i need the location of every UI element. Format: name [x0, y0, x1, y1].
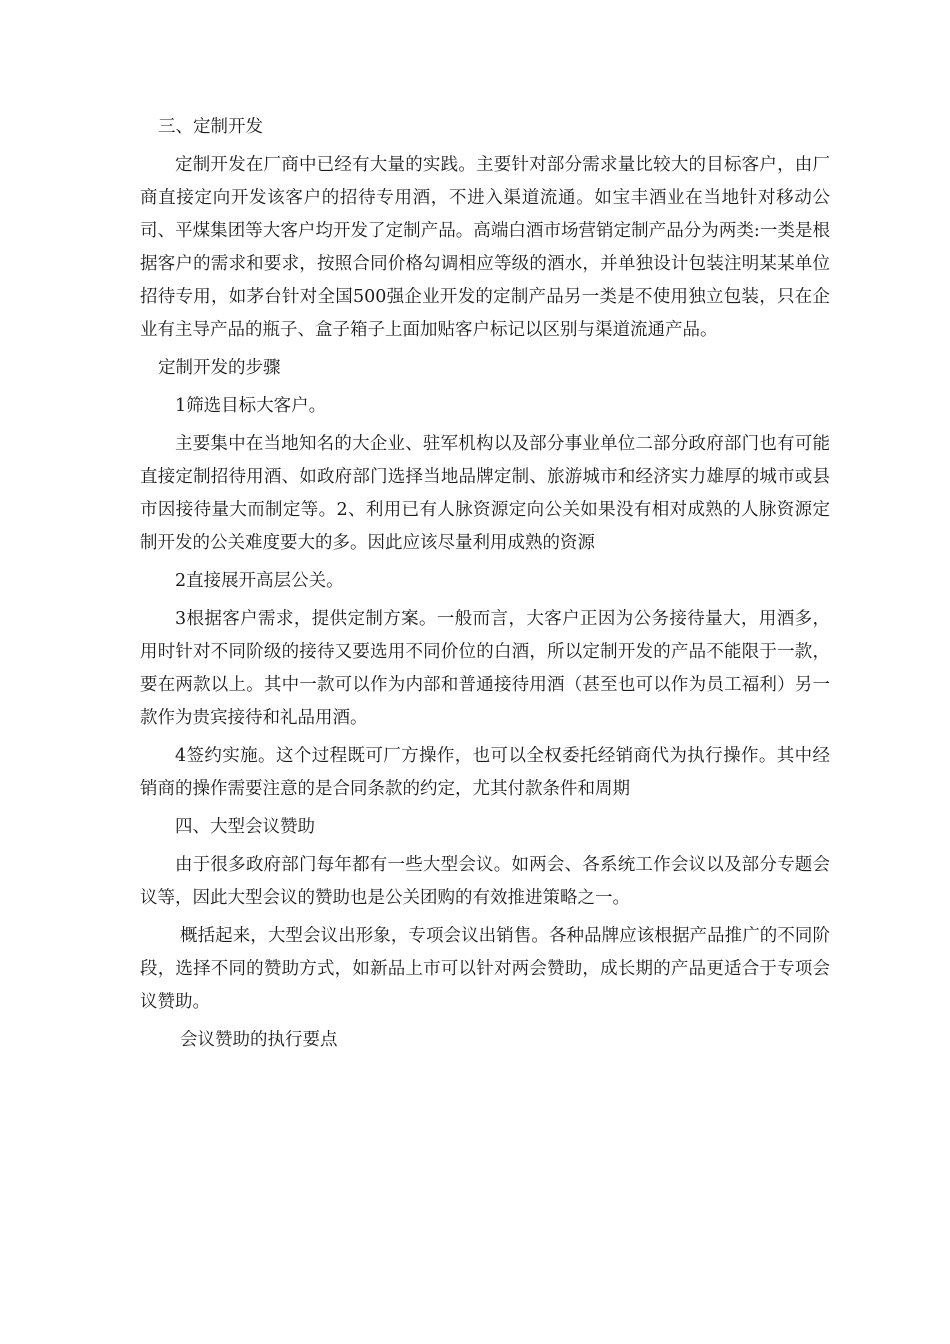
paragraph-conference-intro: 由于很多政府部门每年都有一些大型会议。如两会、各系统工作会议以及部分专题会议等，因此大型会议的赞助也是公关团购的有效推进策略之一。	[140, 855, 830, 908]
step-2-heading: 2直接展开高层公关。	[175, 571, 344, 591]
paragraph-step-3: 3根据客户需求，提供定制方案。一般而言，大客户正因为公务接待量大，用酒多，用时针对不同阶级的接待又要选用不同价位的白酒，所以定制开发的产品不能限于一款，要在两款以上。其中一款可以作为内部和普通接待用酒（甚至也可以作为员工福利）另一款作为贵宾接待和礼品用酒。	[140, 609, 830, 728]
section-heading-3: 三、定制开发	[158, 117, 263, 137]
paragraph-conference-summary: 概括起来，大型会议出形象，专项会议出销售。各种品牌应该根据产品推广的不同阶段，选择不同的赞助方式，如新品上市可以针对两会赞助，成长期的产品更适合于专项会议赞助。	[140, 926, 830, 1012]
step-1-heading: 1筛选目标大客户。	[175, 396, 327, 416]
subheading-conference-points: 会议赞助的执行要点	[180, 1030, 338, 1050]
section-heading-4: 四、大型会议赞助	[175, 817, 315, 837]
subheading-custom-steps: 定制开发的步骤	[158, 358, 281, 378]
paragraph-step-4: 4签约实施。这个过程既可厂方操作，也可以全权委托经销商代为执行操作。其中经销商的操作需要注意的是合同条款的约定，尤其付款条件和周期	[140, 746, 830, 799]
paragraph-custom-development-intro: 定制开发在厂商中已经有大量的实践。主要针对部分需求量比较大的目标客户，由厂商直接定向开发该客户的招待专用酒，不进入渠道流通。如宝丰酒业在当地针对移动公司、平煤集团等大客户均开发了定制产品。高端白酒市场营销定制产品分为两类:一类是根据客户的需求和要求，按照合同价格勾调相应等级的酒水，并单独设计包装注明某某单位招待专用，如茅台针对全国500强企业开发的定制产品另一类是不使用独立包装，只在企业有主导产品的瓶子、盒子箱子上面加贴客户标记以区别与渠道流通产品。	[140, 155, 830, 340]
document-page	[140, 111, 830, 1057]
paragraph-step-1: 主要集中在当地知名的大企业、驻军机构以及部分事业单位二部分政府部门也有可能直接定制招待用酒、如政府部门选择当地品牌定制、旅游城市和经济实力雄厚的城市或县市因接待量大而制定等。2、利用已有人脉资源定向公关如果没有相对成熟的人脉资源定制开发的公关难度要大的多。因此应该尽量利用成熟的资源	[140, 434, 830, 553]
